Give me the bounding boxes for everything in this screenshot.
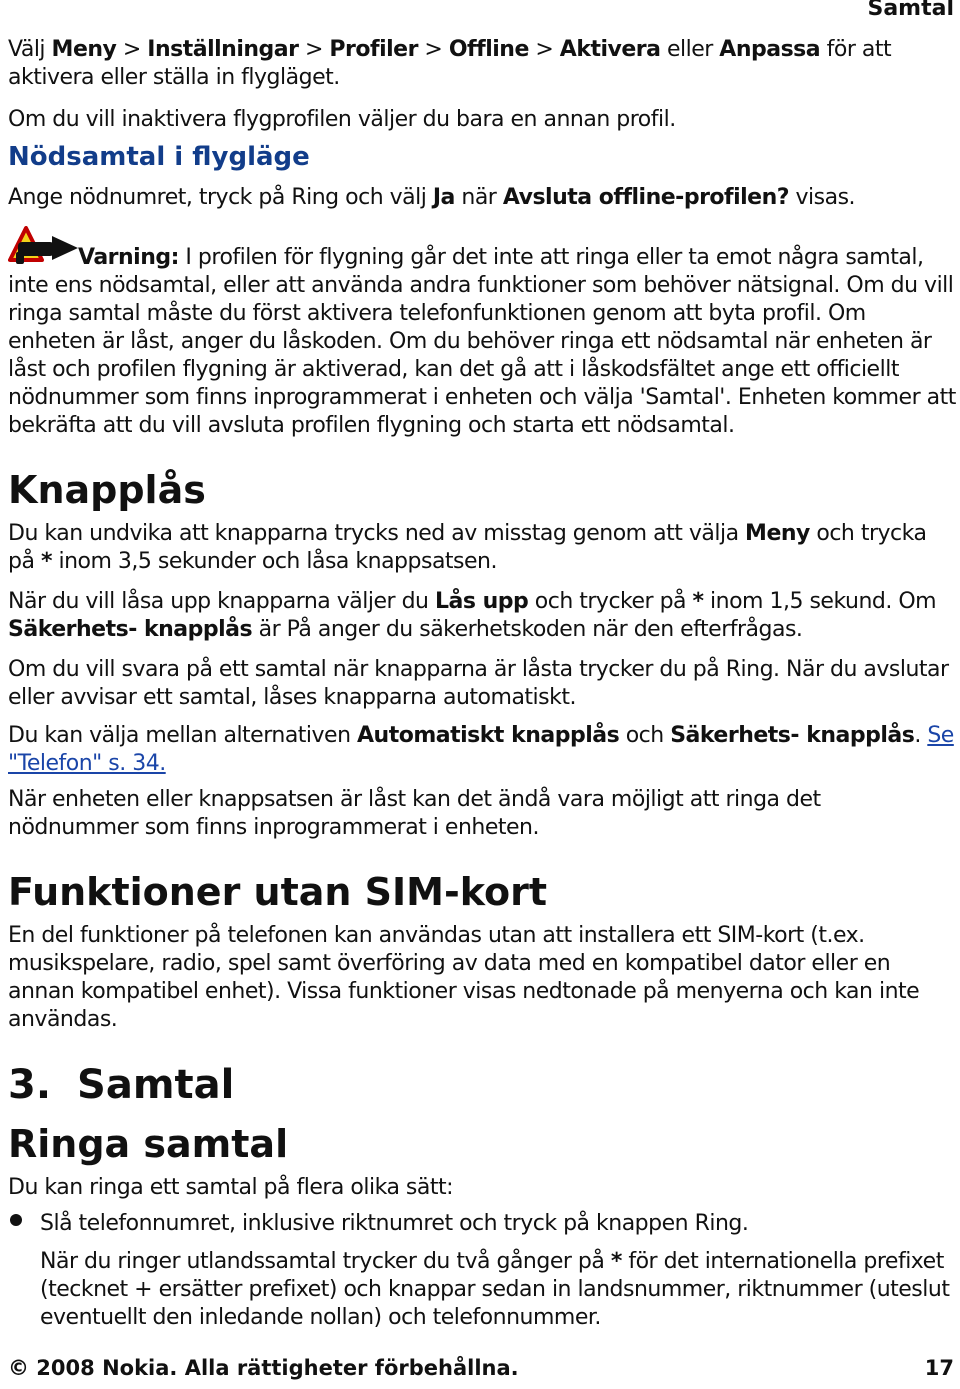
chapter-number: 3.: [8, 1062, 52, 1108]
keylock-paragraph-2: När du vill låsa upp knapparna väljer du Lås upp och trycker på * inom 1,5 sekund. Om Säkerhets- knapplås är På anger du säkerhetskoden när den efterfrågas.: [8, 589, 937, 642]
warning-label: Varning:: [78, 245, 179, 270]
keylock-heading: Knapplås: [8, 468, 206, 512]
emergency-paragraph: Ange nödnumret, tryck på Ring och välj Ja när Avsluta offline-profilen? visas.: [8, 185, 856, 210]
footer-copyright: © 2008 Nokia. Alla rättigheter förbehållna.: [8, 1356, 519, 1380]
keylock-paragraph-3: Om du vill svara på ett samtal när knapparna är låsta trycker du på Ring. När du avslutar eller avvisar ett samtal, låses knapparna automatiskt.: [8, 657, 949, 710]
keylock-paragraph-1: Du kan undvika att knapparna trycks ned av misstag genom att välja Meny och trycka på * inom 3,5 sekunder och låsa knappsatsen.: [8, 521, 927, 574]
intro-paragraph: Välj Meny > Inställningar > Profiler > Offline > Aktivera eller Anpassa för att aktivera eller ställa in flygläget.: [8, 37, 892, 90]
calls-intro: Du kan ringa ett samtal på flera olika sätt:: [8, 1175, 454, 1200]
calls-sub-paragraph: När du ringer utlandssamtal trycker du två gånger på * för det internationella prefixet (tecknet + ersätter prefixet) och knappar sedan in landsnummer, riktnummer (uteslut eventuellt den inledande nollan) och telefonnummer.: [40, 1249, 950, 1330]
chapter-title: Samtal: [77, 1062, 235, 1108]
emergency-heading: Nödsamtal i flygläge: [8, 142, 310, 172]
calls-heading: Ringa samtal: [8, 1122, 289, 1166]
chapter-heading: [8, 1062, 956, 1108]
intro-paragraph-2: Om du vill inaktivera flygprofilen väljer du bara en annan profil.: [8, 107, 676, 132]
page-number: 17: [924, 1356, 954, 1380]
telefon-reference-link[interactable]: Se "Telefon" s. 34.: [8, 723, 954, 776]
warning-paragraph: Varning: I profilen för flygning går det inte att ringa eller ta emot några samtal, inte ens nödsamtal, eller att använda andra funktioner som behöver nätsignal. Om du vill ringa samtal måste du först aktivera telefonfunktionen genom att byta profil. Om enheten är låst, anger du låskoden. Om du behöver ringa ett nödsamtal när enheten är låst och profilen flygning är aktiverad, kan det gå att i låskodsfältet ange ett officiellt nödnummer som finns inprogrammerat i enheten och välja 'Samtal'. Enheten kommer att bekräfta att du vill avsluta profilen flygning och starta ett nödsamtal.: [8, 245, 956, 438]
section-header: Samtal: [867, 0, 954, 21]
calls-bullet-item: Slå telefonnumret, inklusive riktnumret och tryck på knappen Ring.: [40, 1211, 749, 1236]
keylock-paragraph-4: Du kan välja mellan alternativen Automatiskt knapplås och Säkerhets- knapplås. Se "Telefon" s. 34.: [8, 723, 954, 776]
nosim-paragraph: En del funktioner på telefonen kan användas utan att installera ett SIM-kort (t.ex. musikspelare, radio, spel samt överföring av data med en kompatibel dator eller en annan kompatibel enhet). Vissa funktioner visas nedtonade på menyerna och kan inte användas.: [8, 923, 920, 1032]
nosim-heading: Funktioner utan SIM-kort: [8, 870, 548, 914]
bullet-icon: [10, 1214, 22, 1226]
keylock-paragraph-5: När enheten eller knappsatsen är låst kan det ändå vara möjligt att ringa det nödnummer som finns inprogrammerat i enheten.: [8, 787, 821, 840]
